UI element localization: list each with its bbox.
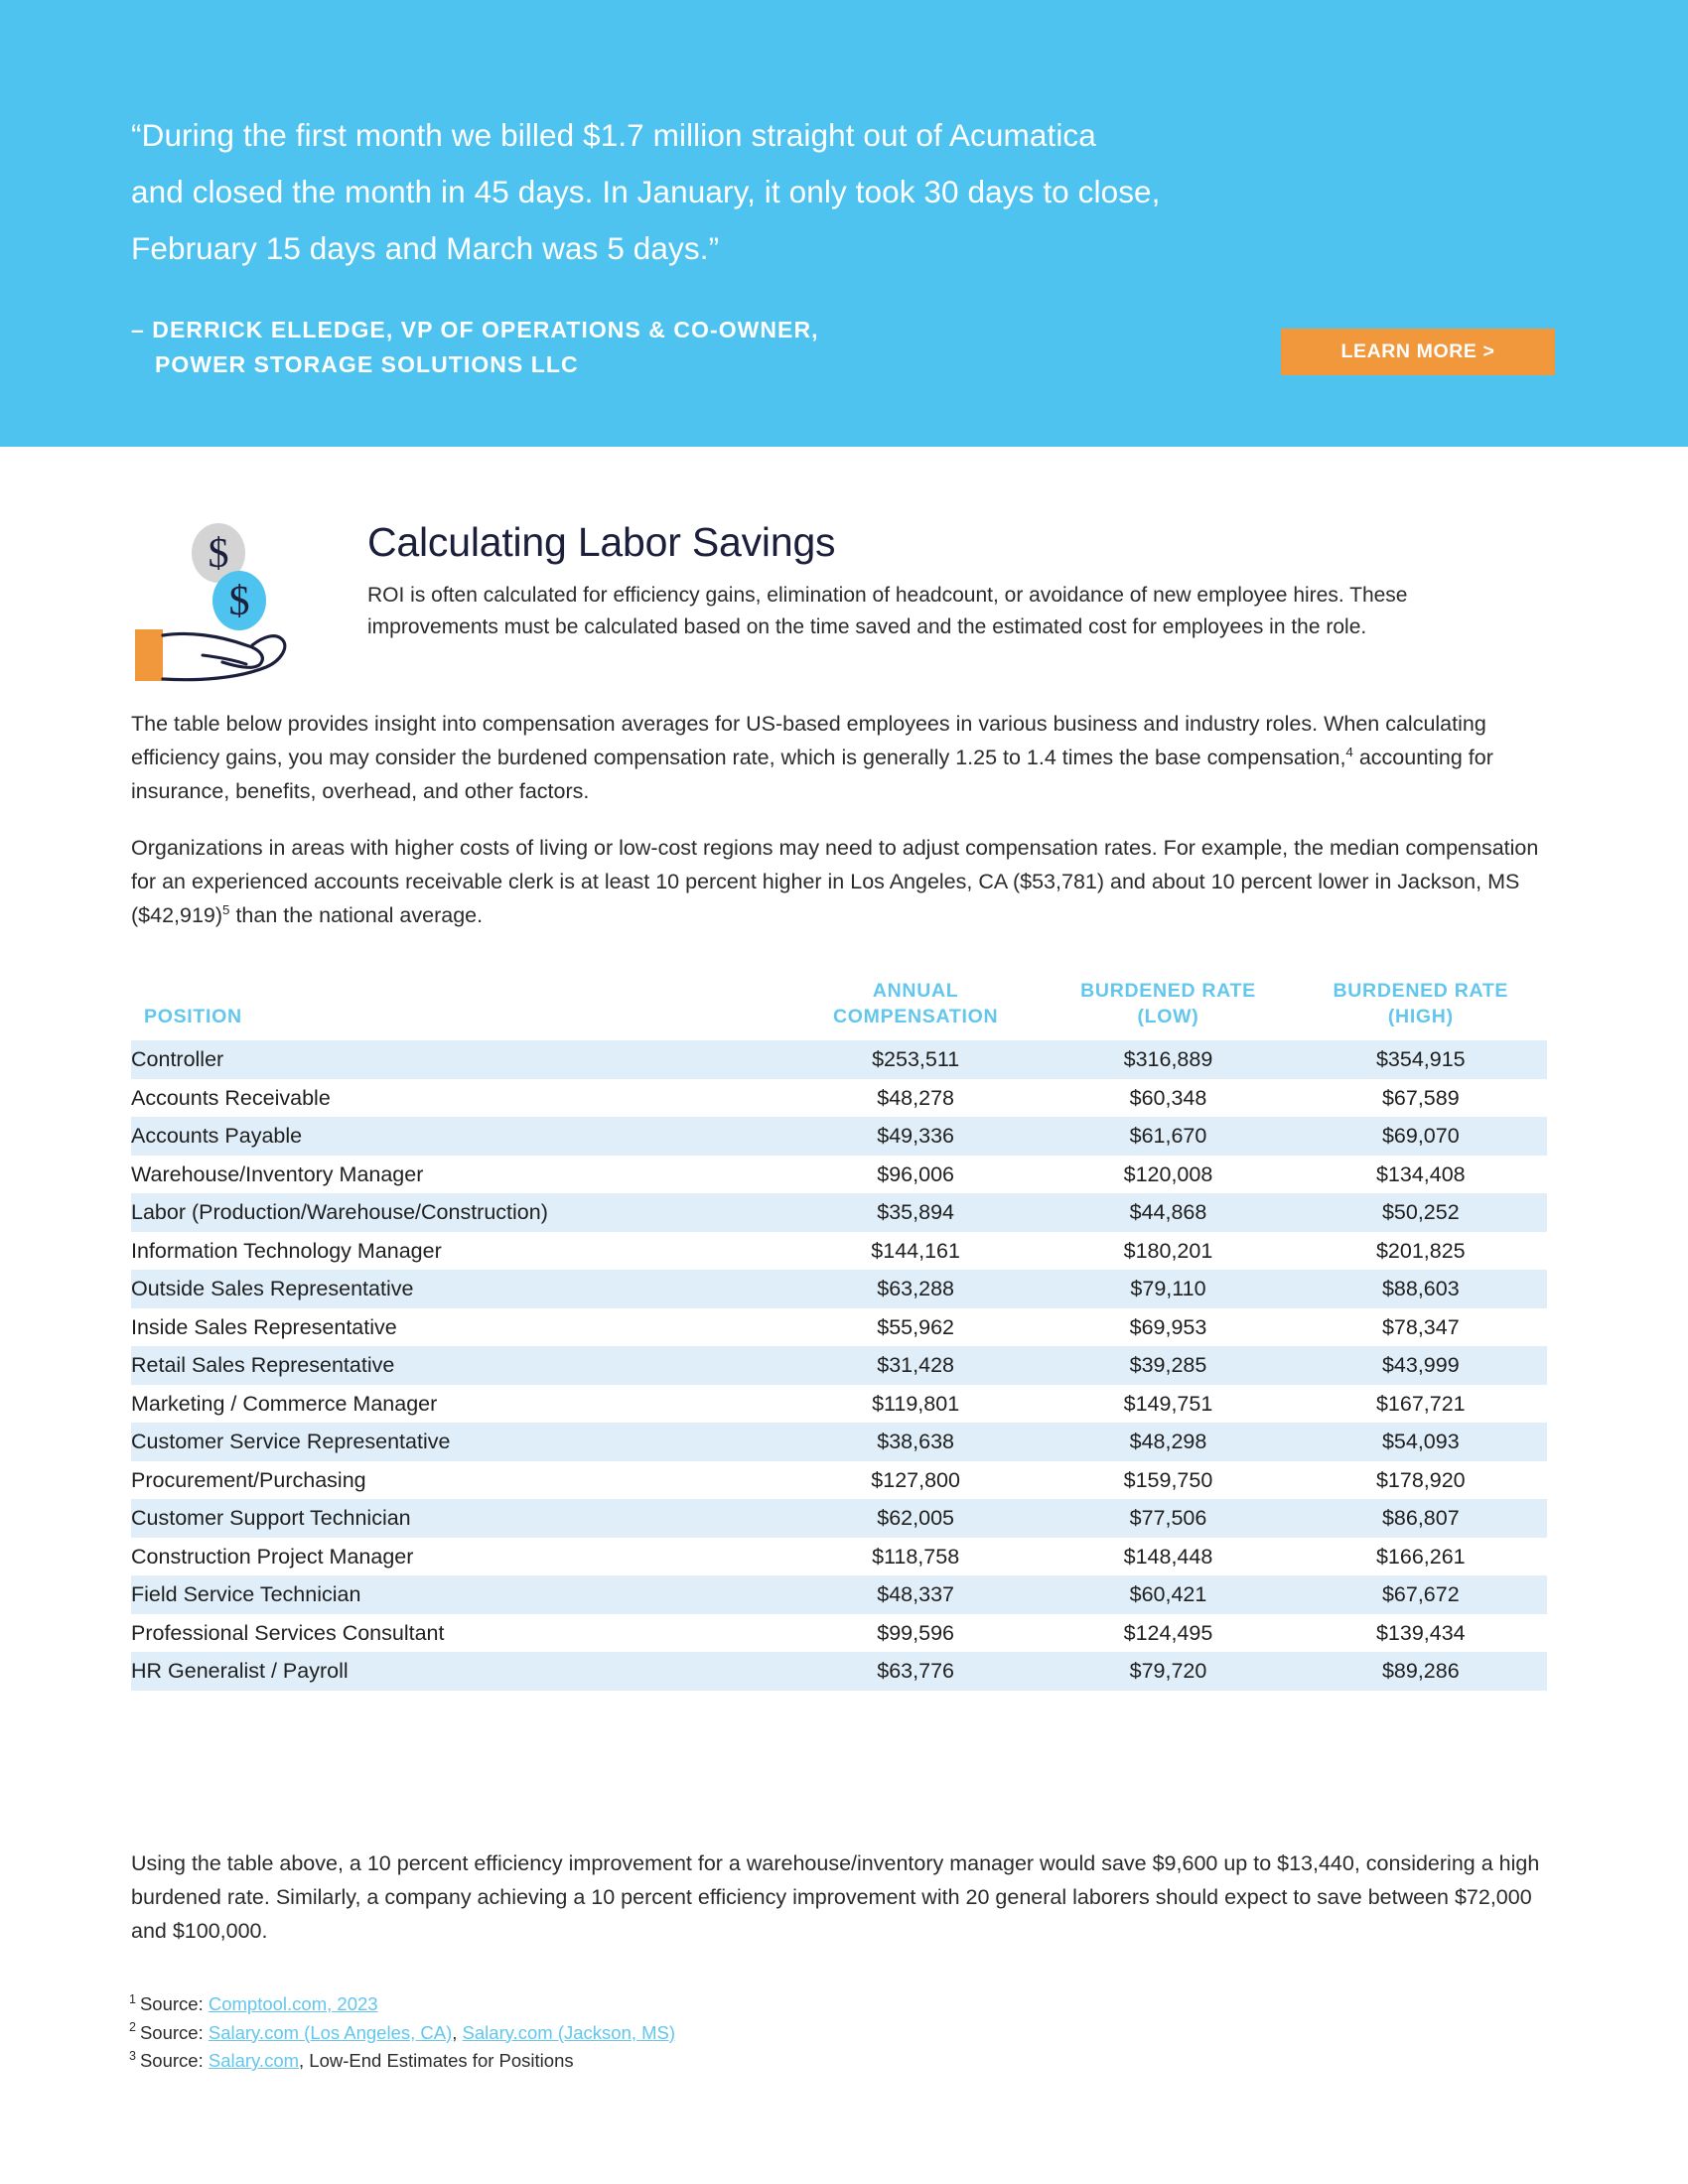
cell-burdened-high: $139,434 [1375,1620,1466,1645]
annual-header-line1: ANNUAL [872,980,959,1002]
table-body [131,1040,1547,1691]
footnote-marker: 2 [129,2020,136,2035]
cell-annual-compensation: $48,278 [877,1085,954,1110]
footnote-marker: 1 [129,1991,136,2006]
quote-attribution [131,313,1124,382]
cell-annual-compensation: $62,005 [877,1506,954,1530]
cell-burdened-high: $89,286 [1381,1659,1460,1683]
high-header-line1: BURDENED RATE [1333,980,1509,1002]
cell-position: Controller [131,1047,224,1071]
cell-burdened-low: $148,448 [1123,1544,1213,1569]
cell-position: Information Technology Manager [131,1238,442,1263]
para1-part-b: accounting for insurance, benefits, overhead, and other factors. [131,746,1493,803]
cell-annual-compensation: $55,962 [877,1314,954,1339]
compensation-table [131,978,1547,1691]
closing-paragraph: Using the table above, a 10 percent efficiency improvement for a warehouse/inventory manager would save $9,600 up to $13,440, considering a high burdened rate. Similarly, a company achieving a 10 percent efficiency improvement with 20 general laborers should expect to save between $72,000 and $100,000. [131,1851,1540,1943]
cell-burdened-low: $77,506 [1129,1506,1207,1530]
footnote-item [129,2019,1122,2048]
page-title: Calculating Labor Savings [367,519,836,565]
quote-line-1: “During the first month we billed $1.7 million straight out of Acumatica [131,117,1096,153]
column-header-position: POSITION [144,1006,242,1027]
footnote-prefix: Source: [139,2021,209,2043]
footnote-link[interactable]: Salary.com (Jackson, MS) [462,2021,676,2043]
footnote-item [129,1990,1122,2019]
cell-burdened-low: $79,110 [1130,1277,1206,1300]
cell-burdened-low: $69,953 [1129,1314,1207,1339]
cell-position: Outside Sales Representative [131,1277,414,1300]
cell-position: Construction Project Manager [131,1544,414,1569]
cell-burdened-low: $120,008 [1123,1161,1213,1186]
cell-burdened-high: $50,252 [1381,1200,1460,1224]
cell-annual-compensation: $63,288 [877,1277,954,1300]
table-row [131,1156,1547,1194]
cell-annual-compensation: $96,006 [877,1161,954,1186]
footnote-link[interactable]: Salary.com (Los Angeles, CA) [208,2021,453,2043]
cell-annual-compensation: $119,801 [872,1391,960,1416]
cell-burdened-low: $39,285 [1129,1353,1207,1377]
cell-burdened-low: $79,720 [1129,1659,1207,1683]
paragraph-table-intro [131,707,1551,808]
compensation-table-container [131,978,1547,1691]
cell-position: Inside Sales Representative [131,1314,397,1339]
learn-more-button[interactable]: LEARN MORE > [1281,329,1555,375]
cell-position: Marketing / Commerce Manager [131,1391,438,1416]
low-header-line2: (LOW) [1137,1006,1199,1027]
cell-burdened-high: $54,093 [1381,1430,1460,1453]
cell-annual-compensation: $35,894 [877,1200,954,1224]
cell-position: Professional Services Consultant [131,1620,445,1645]
money-in-hand-icon [127,508,326,687]
cell-position: Customer Support Technician [131,1506,411,1530]
table-row [131,1614,1547,1653]
svg-text:$: $ [208,531,229,577]
cell-position: Retail Sales Representative [131,1353,395,1377]
column-header-annual-compensation [789,978,1042,1040]
cell-burdened-low: $124,495 [1123,1620,1213,1645]
cell-annual-compensation: $38,638 [877,1430,954,1453]
cell-annual-compensation: $49,336 [877,1124,954,1148]
hero-quote-band [0,0,1688,447]
cell-annual-compensation: $127,800 [871,1467,960,1492]
cell-burdened-low: $48,298 [1129,1430,1207,1453]
table-row [131,1079,1547,1118]
cell-annual-compensation: $118,758 [872,1544,960,1569]
cell-burdened-high: $78,347 [1381,1314,1460,1339]
cell-burdened-low: $159,750 [1123,1467,1213,1492]
footnote-ref-4: 4 [1345,744,1353,759]
cell-annual-compensation: $63,776 [877,1659,954,1683]
column-header-burdened-high [1295,978,1547,1040]
cell-annual-compensation: $99,596 [877,1620,954,1645]
cell-burdened-high: $354,915 [1375,1047,1466,1071]
para2-part-a: Organizations in areas with higher costs of living or low-cost regions may need to adjust compensation rates. For example, the median compensation for an experienced accounts receivable clerk is at least 10 percent higher in Los Angeles, CA ($53,781) and about 10 percent lower in Jackson, MS ($42,919) [131,836,1539,927]
cell-position: Customer Service Representative [131,1430,451,1453]
table-row [131,1193,1547,1232]
table-row [131,1423,1547,1461]
footnote-link[interactable]: Salary.com [208,2050,300,2071]
cell-annual-compensation: $31,428 [877,1353,954,1377]
table-row [131,1385,1547,1424]
footnote-prefix: Source: [139,2050,209,2071]
footnote-ref-5: 5 [222,901,230,917]
table-row [131,1346,1547,1385]
para1-part-a: The table below provides insight into compensation averages for US-based employees in various business and industry roles. When calculating efficiency gains, you may consider the burdened compensation rate, which is generally 1.25 to 1.4 times the base compensation, [131,712,1486,769]
cell-burdened-high: $67,589 [1381,1085,1460,1110]
section-subtitle: ROI is often calculated for efficiency gains, elimination of headcount, or avoidance of new employee hires. These improvements must be calculated based on the time saved and the estimated cost for employees in the role. [367,584,1408,638]
cell-position: Labor (Production/Warehouse/Construction) [131,1200,548,1224]
cell-position: HR Generalist / Payroll [131,1659,349,1683]
cell-annual-compensation: $144,161 [871,1238,960,1263]
table-row [131,1461,1547,1500]
table-header [131,978,1547,1040]
cell-burdened-low: $60,421 [1129,1582,1207,1606]
closing-paragraph-container [131,1846,1557,1948]
cell-annual-compensation: $253,511 [872,1047,960,1071]
table-header-row [131,978,1547,1040]
cell-burdened-low: $61,670 [1129,1124,1207,1148]
table-row [131,1270,1547,1308]
annual-header-line2: COMPENSATION [833,1006,999,1027]
table-row [131,1499,1547,1538]
cell-burdened-high: $69,070 [1381,1124,1460,1148]
footnote-prefix: Source: [139,1993,209,2014]
body-paragraphs [131,707,1551,932]
table-row [131,1117,1547,1156]
cell-burdened-low: $180,201 [1123,1238,1213,1263]
cell-burdened-high: $134,408 [1375,1161,1466,1186]
cell-burdened-high: $86,807 [1381,1506,1460,1530]
table-row [131,1040,1547,1079]
cell-burdened-high: $178,920 [1375,1467,1466,1492]
cell-burdened-high: $88,603 [1381,1277,1460,1300]
footnote-marker: 3 [129,2048,136,2063]
footnote-separator: , [452,2021,463,2043]
hero-quote-text [131,107,1561,277]
cell-burdened-low: $316,889 [1123,1047,1213,1071]
cell-position: Procurement/Purchasing [131,1467,366,1492]
table-row [131,1232,1547,1271]
footnotes-list [129,1990,1122,2076]
cell-burdened-high: $43,999 [1381,1353,1460,1377]
table-row [131,1575,1547,1614]
para2-part-b: than the national average. [229,903,484,927]
svg-text:$: $ [228,579,250,624]
table-row [131,1308,1547,1347]
cell-burdened-high: $167,721 [1375,1391,1466,1416]
quote-line-2: and closed the month in 45 days. In January, it only took 30 days to close, [131,174,1161,209]
attribution-name-role: – DERRICK ELLEDGE, VP OF OPERATIONS & CO-OWNER, [131,317,819,342]
footnote-link[interactable]: Comptool.com, 2023 [208,1993,378,2014]
table-row [131,1538,1547,1576]
cell-annual-compensation: $48,337 [877,1582,954,1606]
footnote-suffix: , Low-End Estimates for Positions [299,2050,574,2071]
cell-position: Field Service Technician [131,1582,361,1606]
quote-line-3: February 15 days and March was 5 days.” [131,230,720,266]
cell-position: Accounts Payable [131,1124,303,1148]
cell-burdened-high: $166,261 [1375,1544,1466,1569]
table-row [131,1652,1547,1691]
sleeve-cuff [135,629,163,681]
footnote-item [129,2047,1122,2076]
low-header-line1: BURDENED RATE [1080,980,1256,1002]
attribution-company: POWER STORAGE SOLUTIONS LLC [155,351,579,377]
cell-burdened-low: $149,751 [1123,1391,1213,1416]
cell-burdened-high: $201,825 [1375,1238,1466,1263]
column-header-burdened-low [1042,978,1294,1040]
cell-position: Warehouse/Inventory Manager [131,1161,424,1186]
section-header [367,516,1470,642]
cell-burdened-low: $44,868 [1129,1200,1207,1224]
cell-burdened-high: $67,672 [1381,1582,1460,1606]
paragraph-cost-of-living [131,831,1551,932]
cell-burdened-low: $60,348 [1129,1085,1207,1110]
high-header-line2: (HIGH) [1387,1006,1454,1027]
cell-position: Accounts Receivable [131,1085,331,1110]
